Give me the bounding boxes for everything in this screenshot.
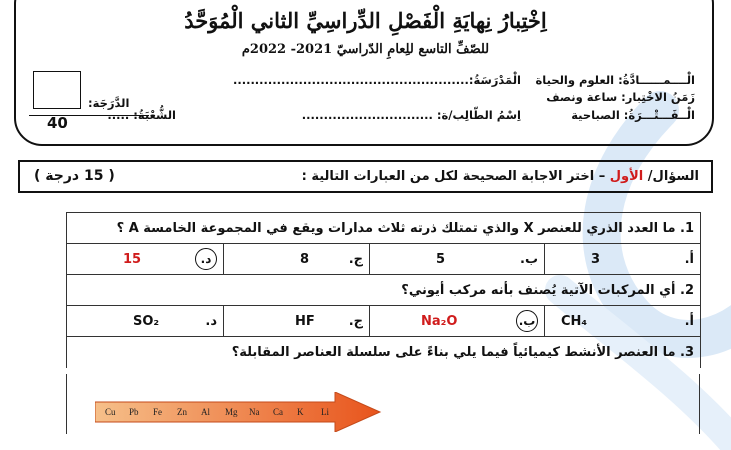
grade-label: الدَّرَجَة: bbox=[88, 96, 130, 110]
series-element-label: Cu bbox=[105, 407, 116, 417]
student-name-field: اِسْمُ الطّالِب/ة: .............................. bbox=[301, 108, 521, 122]
question-header bbox=[18, 160, 713, 193]
questions-table bbox=[66, 212, 701, 368]
exam-subtitle: للصّفِّ التاسع للِعامِ الدّراسيّ 2021- 2022م bbox=[241, 42, 490, 57]
series-element-label: Pb bbox=[129, 407, 139, 417]
series-element-label: Fe bbox=[153, 407, 162, 417]
question-ordinal: الأول bbox=[609, 169, 644, 184]
table-row bbox=[67, 306, 701, 337]
table-row bbox=[67, 244, 701, 275]
grade-box bbox=[33, 71, 81, 109]
option-b-selected[interactable]: ب. Na₂O bbox=[370, 306, 545, 337]
question-score: ( 15 درجة ) bbox=[34, 168, 115, 184]
question-3-text: 3. ما العنصر الأنشط كيميائياً فيما يلي بناءً على سلسلة العناصر المقابلة؟ bbox=[67, 337, 701, 368]
table-row bbox=[67, 275, 701, 306]
option-a[interactable]: أ. 3 bbox=[545, 244, 701, 275]
activity-series-arrow bbox=[95, 392, 385, 432]
answer-circle-icon: د. bbox=[195, 248, 217, 270]
option-c[interactable]: ج. 8 bbox=[224, 244, 370, 275]
series-element-label: Na bbox=[249, 407, 260, 417]
option-b[interactable]: ب. 5 bbox=[370, 244, 545, 275]
series-element-label: Mg bbox=[225, 407, 238, 417]
option-d-selected[interactable]: د. 15 bbox=[67, 244, 224, 275]
question-title bbox=[302, 169, 699, 184]
school-field: الْمَدْرَسَةُ:...................................................... bbox=[232, 73, 521, 87]
series-element-label: Zn bbox=[177, 407, 187, 417]
subject-label: الْــــمــــــادَّةُ: العلوم والحياة bbox=[535, 73, 695, 87]
question-title-prefix: السؤال/ bbox=[647, 169, 699, 184]
exam-title: اِخْتِبارُ نِهايَةِ الْفَصْلِ الدِّراسِيِّ الثاني الْمُوَحَّدُ bbox=[184, 8, 547, 33]
question-1-text: 1. ما العدد الذري للعنصر X والذي تمتلك ذرته ثلاث مدارات ويقع في المجموعة الخامسة A ؟ bbox=[67, 213, 701, 244]
series-element-label: Al bbox=[201, 407, 210, 417]
option-a[interactable]: أ. CH₄ bbox=[545, 306, 701, 337]
period-label: الْــفَـــتْـــرَةُ: الصباحية bbox=[571, 108, 695, 122]
series-element-label: Ca bbox=[273, 407, 283, 417]
duration-label: زَمَنُ الاخْتِبار: ساعة ونصف bbox=[546, 90, 695, 104]
grade-total: 40 bbox=[47, 114, 68, 132]
series-element-label: K bbox=[297, 407, 304, 417]
option-d[interactable]: د. SO₂ bbox=[67, 306, 224, 337]
section-field: الشُّعْبَةُ: ..... bbox=[107, 108, 176, 122]
table-row bbox=[67, 213, 701, 244]
series-element-label: Li bbox=[321, 407, 329, 417]
option-c[interactable]: ج. HF bbox=[224, 306, 370, 337]
table-row bbox=[67, 337, 701, 368]
question-2-text: 2. أي المركبات الآتية يُصنف بأنه مركب أيوني؟ bbox=[67, 275, 701, 306]
question-instruction: – اختر الاجابة الصحيحة لكل من العبارات التالية : bbox=[301, 169, 606, 184]
answer-circle-icon: ب. bbox=[516, 310, 538, 332]
